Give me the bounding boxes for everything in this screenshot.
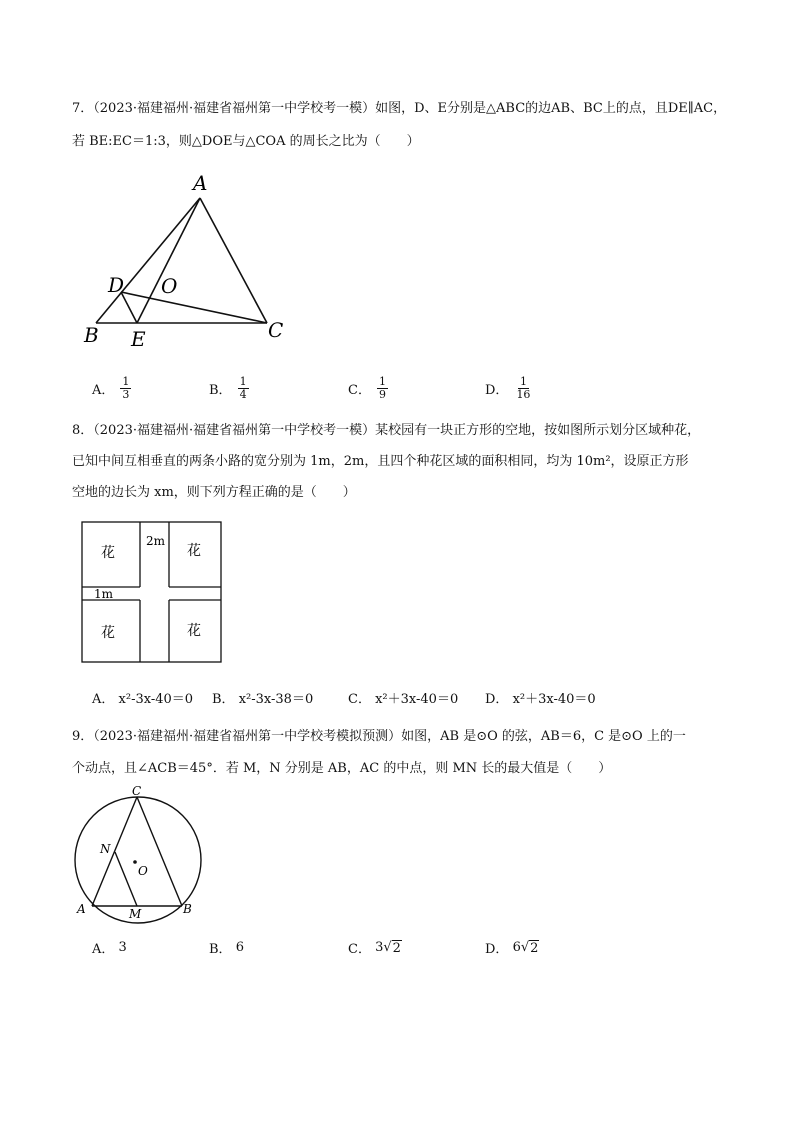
- q8-option-c[interactable]: C． x²＋3x-40＝0: [348, 692, 459, 707]
- q8-width-2m: 2m: [146, 534, 166, 548]
- q7-option-d[interactable]: D． $\frac{1}{16}$: [485, 375, 531, 401]
- q7-stem-line2: 若 BE:EC＝1:3，则△DOE与△COA 的周长之比为（ ）: [72, 134, 420, 149]
- q9-circle-figure: [65, 785, 210, 925]
- q9-label-C: C: [132, 785, 142, 798]
- q7-stem-line1: 7．（2023·福建福州·福建省福州第一中学校考一模）如图，D、E分别是△ABC的边AB、BC上的点，且DE∥AC，: [72, 101, 727, 116]
- q8-stem-line2: 已知中间互相垂直的两条小路的宽分别为 1m，2m，且四个种花区域的面积相同，均为 10m²，设原正方形: [72, 454, 689, 469]
- q9-label-A: A: [77, 902, 86, 916]
- q7-label-E: E: [131, 327, 146, 351]
- q8-option-b[interactable]: B． x²-3x-38＝0: [212, 692, 314, 707]
- q8-width-1m: 1m: [94, 587, 114, 601]
- q8-stem-line1: 8．（2023·福建福州·福建省福州第一中学校考一模）某校园有一块正方形的空地，按如图所示划分区域种花，: [72, 423, 701, 438]
- q9-label-B: B: [183, 902, 192, 916]
- q8-flower-1: 花: [101, 545, 115, 561]
- q7-triangle-figure: [80, 168, 310, 353]
- q8-flower-4: 花: [187, 623, 201, 639]
- q9-label-O: O: [138, 864, 148, 878]
- q7-label-C: C: [268, 318, 284, 342]
- q8-option-d[interactable]: D． x²＋3x-40＝0: [485, 692, 596, 707]
- q9-label-N: N: [100, 842, 111, 856]
- q9-stem-line2: 个动点，且∠ACB＝45°．若 M，N 分别是 AB，AC 的中点，则 MN 长的最大值是（ ）: [72, 761, 612, 776]
- q7-option-a[interactable]: A． $\frac{1}{3}$: [92, 375, 130, 401]
- q7-option-b[interactable]: B． $\frac{1}{4}$: [209, 375, 247, 401]
- q7-label-A: A: [193, 171, 208, 195]
- q9-stem-line1: 9．（2023·福建福州·福建省福州第一中学校考模拟预测）如图，AB 是⊙O 的弦，AB＝6，C 是⊙O 上的一: [72, 729, 686, 744]
- q8-flower-3: 花: [101, 625, 115, 641]
- q7-label-D: D: [108, 273, 125, 297]
- q8-stem-line3: 空地的边长为 xm，则下列方程正确的是（ ）: [72, 485, 356, 500]
- q9-option-c[interactable]: C． 3 √ 2: [348, 940, 401, 957]
- q9-option-b[interactable]: B． 6: [209, 940, 244, 957]
- q7-label-O: O: [161, 274, 178, 298]
- q8-flower-2: 花: [187, 543, 201, 559]
- q9-option-d[interactable]: D． 6 √ 2: [485, 940, 539, 957]
- q8-option-a[interactable]: A． x²-3x-40＝0: [92, 692, 194, 707]
- q8-garden-figure: [80, 520, 225, 665]
- q9-label-M: M: [129, 907, 142, 921]
- q7-option-c[interactable]: C． $\frac{1}{9}$: [348, 375, 386, 401]
- q7-label-B: B: [84, 323, 99, 347]
- q9-option-a[interactable]: A． 3: [92, 940, 127, 957]
